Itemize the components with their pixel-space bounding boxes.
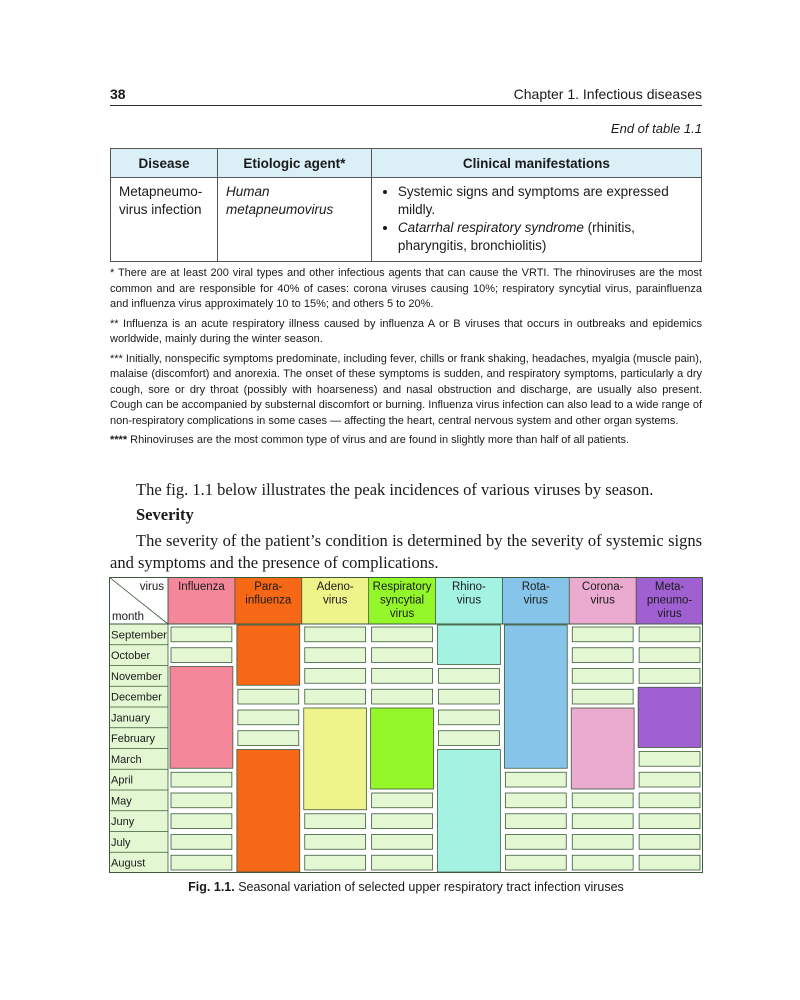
month-label-february: February — [111, 733, 156, 746]
body-paragraph: The fig. 1.1 below illustrates the peak incidences of various viruses by season. — [136, 480, 654, 499]
month-label-december: December — [111, 691, 162, 704]
body-paragraph: The severity of the patient’s condition is determined by the severity of systemic signs and symptoms and the presence of complications. — [110, 531, 702, 572]
base-cell-corona-virus-july — [572, 835, 633, 850]
virus-label-rhino-virus: Rhino-virus — [451, 581, 486, 607]
peak-bar-influenza-november-march — [170, 667, 233, 769]
figure-caption-text: Seasonal variation of selected upper respiratory tract infection viruses — [234, 880, 624, 894]
base-cell-meta-pneumo-virus-september — [639, 627, 700, 642]
table-header-row — [111, 149, 702, 178]
base-cell-adeno-virus-august — [305, 855, 366, 870]
chapter-title: Chapter 1. Infectious diseases — [513, 86, 702, 102]
manifestation-item: • Systemic signs and symptoms are expressed mildly. — [398, 183, 693, 219]
base-cell-influenza-september — [171, 627, 232, 642]
virus-label-para-influenza: Para-influenza — [245, 581, 292, 607]
month-label-march: March — [111, 753, 142, 766]
base-cell-meta-pneumo-virus-july — [639, 835, 700, 850]
base-cell-meta-pneumo-virus-juny — [639, 814, 700, 829]
base-cell-rhino-virus-february — [439, 731, 500, 746]
footnote-3: *** Initially, nonspecific symptoms predominate, including fever, chills or frank shaking, headaches, myalgia (muscle pain), malaise (discomfort) and anorexia. The onset of these symptoms is sudden, and respiratory symptoms, particularly a dry cough, sore or dry throat (possibly with hoarseness) and nasal obstruction and discharge, are usually also present. Cough can be accompanied by substernal discomfort or burning. Influenza virus infection can also lead to a wide range of non-respiratory complications in some cases — affecting the heart, central nervous system and other organ systems. — [110, 352, 702, 427]
base-cell-influenza-may — [171, 793, 232, 808]
base-cell-respiratory-syncytial-virus-juny — [372, 814, 433, 829]
corner-virus-label: virus — [139, 581, 164, 593]
peak-bar-para-influenza-september-november — [237, 625, 300, 685]
base-cell-meta-pneumo-virus-may — [639, 793, 700, 808]
peak-bar-rhino-virus-march-august — [438, 750, 501, 873]
footnote-4-marker: **** — [110, 434, 128, 446]
base-cell-rota-virus-august — [505, 855, 566, 870]
month-label-january: January — [111, 712, 151, 725]
peak-bar-adeno-virus-january-may — [304, 708, 367, 810]
base-cell-corona-virus-august — [572, 855, 633, 870]
peak-bar-rhino-virus-september-october — [438, 625, 501, 665]
base-cell-adeno-virus-october — [305, 648, 366, 663]
syndrome-name: Catarrhal respiratory syndrome — [397, 220, 584, 235]
corner-month-label: month — [112, 611, 144, 623]
base-cell-respiratory-syncytial-virus-october — [372, 648, 433, 663]
base-cell-meta-pneumo-virus-march — [639, 752, 700, 767]
agent-cell: Human metapneumovirus — [217, 178, 371, 262]
base-cell-respiratory-syncytial-virus-december — [372, 689, 433, 704]
base-cell-para-influenza-january — [238, 710, 299, 725]
month-label-april: April — [111, 774, 134, 787]
manifestations-cell — [371, 178, 701, 262]
month-label-october: October — [111, 650, 151, 663]
peak-bar-meta-pneumo-virus-december-february — [638, 687, 701, 747]
col-header-manifestations: Clinical manifestations — [371, 149, 701, 178]
base-cell-meta-pneumo-virus-april — [639, 772, 700, 787]
base-cell-influenza-juny — [171, 814, 232, 829]
virus-label-respiratory-syncytial-virus: Respiratory syncytial virus — [372, 581, 432, 620]
base-cell-influenza-july — [171, 835, 232, 850]
base-cell-adeno-virus-december — [305, 689, 366, 704]
peak-bar-respiratory-syncytial-virus-january-april — [371, 708, 434, 789]
base-cell-influenza-april — [171, 772, 232, 787]
month-label-august: August — [111, 857, 146, 870]
col-header-agent: Etiologic agent* — [217, 149, 371, 178]
month-label-july: July — [111, 836, 131, 849]
base-cell-adeno-virus-november — [305, 669, 366, 684]
table-caption: End of table 1.1 — [610, 121, 702, 136]
base-cell-respiratory-syncytial-virus-may — [372, 793, 433, 808]
base-cell-adeno-virus-juny — [305, 814, 366, 829]
base-cell-rhino-virus-december — [439, 689, 500, 704]
base-cell-para-influenza-february — [238, 731, 299, 746]
base-cell-rhino-virus-january — [439, 710, 500, 725]
base-cell-rota-virus-juny — [505, 814, 566, 829]
base-cell-rota-virus-may — [505, 793, 566, 808]
section-heading: Severity — [136, 505, 194, 524]
footnote-1: * There are at least 200 viral types and other infectious agents that can cause the VRTI. The rhinoviruses are the most common and are responsible for 40% of cases: corona viruses causing 10%; respiratory syncytial virus, parainfluenza and influenza virus approximately 10 to 15%; and others 5 to 20%. — [110, 267, 702, 310]
base-cell-corona-virus-may — [572, 793, 633, 808]
base-cell-influenza-october — [171, 648, 232, 663]
syndrome-detail: (rhinitis, pharyngitis, bronchiolitis) — [397, 220, 635, 253]
running-head — [110, 86, 702, 106]
peak-bar-corona-virus-january-april — [571, 708, 634, 789]
base-cell-corona-virus-november — [572, 669, 633, 684]
footnote-4 — [110, 433, 702, 449]
base-cell-meta-pneumo-virus-october — [639, 648, 700, 663]
footnote-2: ** Influenza is an acute respiratory illness caused by influenza A or B viruses that occurs in outbreaks and epidemics worldwide, mainly during the winter season. — [110, 317, 702, 345]
month-label-may: May — [111, 795, 132, 808]
clinical-table — [110, 148, 702, 262]
table-row — [111, 178, 702, 262]
month-label-juny: Juny — [111, 816, 135, 829]
disease-cell: Metapneumo-virus infection — [111, 178, 218, 262]
base-cell-meta-pneumo-virus-november — [639, 669, 700, 684]
base-cell-rota-virus-july — [505, 835, 566, 850]
manifestation-item — [398, 219, 693, 255]
seasonal-virus-chart — [109, 577, 703, 873]
base-cell-rhino-virus-november — [439, 669, 500, 684]
figure-label: Fig. 1.1. — [188, 880, 235, 894]
col-header-disease: Disease — [111, 149, 218, 178]
figure-caption — [110, 880, 702, 894]
virus-label-influenza: Influenza — [178, 581, 225, 593]
virus-label-rota-virus: Rota-virus — [521, 581, 550, 607]
base-cell-adeno-virus-july — [305, 835, 366, 850]
base-cell-respiratory-syncytial-virus-september — [372, 627, 433, 642]
peak-bar-rota-virus-september-march — [504, 625, 567, 768]
virus-label-adeno-virus: Adeno-virus — [316, 581, 354, 607]
base-cell-adeno-virus-september — [305, 627, 366, 642]
peak-bar-para-influenza-march-august — [237, 750, 300, 873]
base-cell-para-influenza-december — [238, 689, 299, 704]
base-cell-rota-virus-april — [505, 772, 566, 787]
virus-label-meta-pneumo-virus: Meta-pneumo-virus — [646, 581, 693, 620]
base-cell-corona-virus-september — [572, 627, 633, 642]
base-cell-corona-virus-december — [572, 689, 633, 704]
base-cell-meta-pneumo-virus-august — [639, 855, 700, 870]
base-cell-corona-virus-juny — [572, 814, 633, 829]
month-label-september: September — [111, 629, 168, 642]
footnotes — [110, 266, 702, 453]
footnote-4-text: Rhinoviruses are the most common type of virus and are found in slightly more than half of all patients. — [127, 434, 630, 446]
base-cell-respiratory-syncytial-virus-november — [372, 669, 433, 684]
page-number: 38 — [110, 86, 126, 102]
month-label-november: November — [111, 670, 162, 683]
base-cell-corona-virus-october — [572, 648, 633, 663]
header-rule — [110, 105, 702, 106]
base-cell-influenza-august — [171, 855, 232, 870]
virus-label-corona-virus: Corona-virus — [581, 581, 624, 607]
base-cell-respiratory-syncytial-virus-august — [372, 855, 433, 870]
base-cell-respiratory-syncytial-virus-july — [372, 835, 433, 850]
